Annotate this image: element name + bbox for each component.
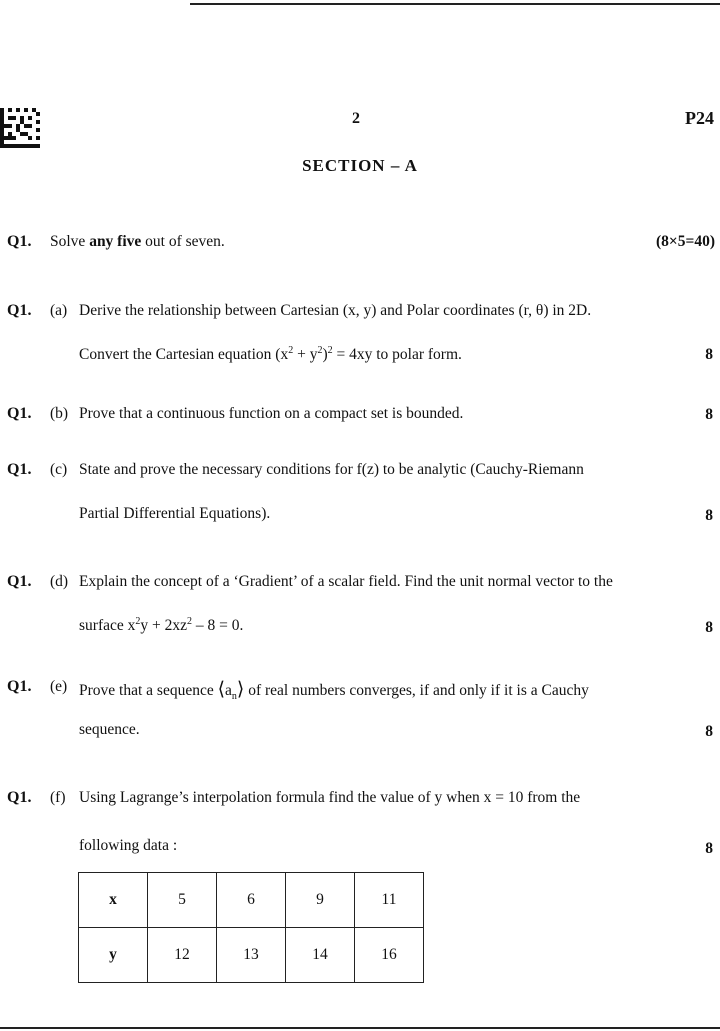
instruction-text: Solve any five out of seven. (50, 233, 225, 250)
question-part: (b) (50, 405, 69, 422)
question-text-line1: Prove that a continuous function on a compact set is bounded. (79, 405, 464, 422)
table-cell: x (79, 873, 148, 928)
table-cell: 12 (148, 928, 217, 983)
question-text-line2: surface $x^2y + 2xz^2 - 8 = 0$. (79, 616, 244, 635)
question-label: Q1. (7, 789, 32, 806)
section-title: SECTION – A (302, 156, 418, 175)
question-part: (a) (50, 302, 68, 319)
table-cell: 14 (286, 928, 355, 983)
table-cell: 11 (355, 873, 424, 928)
question-text-line1: State and prove the necessary conditions for f(z) to be analytic (Cauchy-Riemann (79, 461, 584, 478)
question-marks: 8 (705, 723, 713, 740)
table-cell: 5 (148, 873, 217, 928)
table-row (79, 928, 424, 983)
question-text-line2: Partial Differential Equations). (79, 505, 271, 522)
table-cell: 16 (355, 928, 424, 983)
question-text-line2: sequence. (79, 721, 140, 738)
question-label: Q1. (7, 678, 32, 695)
table-cell: y (79, 928, 148, 983)
top-rule (190, 3, 720, 5)
question-marks: 8 (705, 406, 713, 423)
paper-code: P24 (685, 108, 714, 128)
question-text-line1: Prove that a sequence $⟨a_n⟩$ of real numbers converges, if and only if it is a Cauchy (79, 679, 589, 703)
question-part: (e) (50, 678, 68, 695)
question-label: Q1. (7, 461, 32, 478)
instruction-marks: (8×5=40) (656, 233, 715, 250)
interpolation-data-table (78, 872, 424, 983)
table-row (79, 873, 424, 928)
question-text-line1: Derive the relationship between Cartesian (x, y) and Polar coordinates (r, θ) in 2D. (79, 302, 592, 319)
question-marks: 8 (705, 619, 713, 636)
bottom-rule (0, 1027, 720, 1029)
page-number: 2 (352, 110, 360, 127)
datamatrix-code-icon (0, 108, 40, 148)
question-part: (d) (50, 573, 69, 590)
table-cell: 9 (286, 873, 355, 928)
question-marks: 8 (705, 507, 713, 524)
question-label: Q1. (7, 302, 32, 319)
instruction-label: Q1. (7, 233, 32, 250)
table-cell: 13 (217, 928, 286, 983)
question-marks: 8 (705, 840, 713, 857)
question-label: Q1. (7, 405, 32, 422)
question-marks: 8 (705, 346, 713, 363)
question-label: Q1. (7, 573, 32, 590)
question-part: (c) (50, 461, 68, 478)
question-part: (f) (50, 789, 66, 806)
question-text-line2: following data : (79, 837, 178, 854)
question-text-line1: Using Lagrange’s interpolation formula find the value of y when x = 10 from the (79, 789, 581, 806)
table-cell: 6 (217, 873, 286, 928)
question-text-line2: Convert the Cartesian equation $(x^2 + y^2)^2 = 4xy$ to polar form. (79, 345, 462, 364)
question-text-line1: Explain the concept of a ‘Gradient’ of a scalar field. Find the unit normal vector to the (79, 573, 613, 590)
